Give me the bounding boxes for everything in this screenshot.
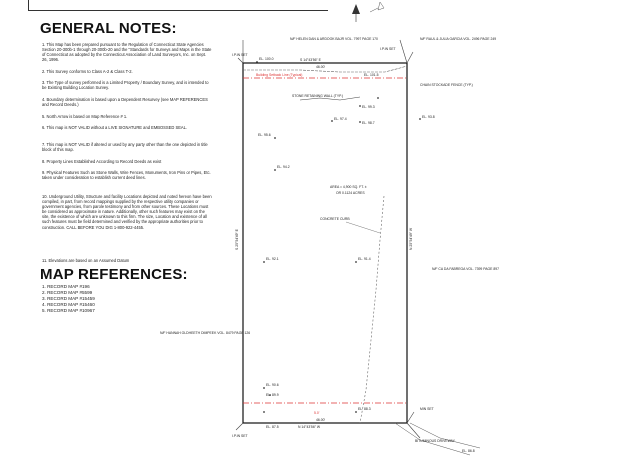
driveway-label: BITUMINOUS DRIVEWAY [415, 439, 455, 443]
bottom-bearing: N 14°43'56" W [298, 425, 321, 429]
area-label: AREA = 4,900 SQ. FT. ± [330, 185, 367, 189]
note-6: 6. This map is NOT VALID without a LIVE SIGNATURE and EMBOSSED SEAL. [42, 125, 188, 130]
spot-elevation-label: EL. 94.2 [277, 165, 290, 169]
north-arrow-icon [352, 2, 384, 22]
retaining-wall-label: STONE RETAINING WALL (TYP.) [292, 94, 343, 98]
note-3: 3. The Type of survey performed is a Limited Property / Boundary Survey, and is intended to be Existing Building Location Survey. [42, 80, 209, 91]
map-reference-item: 5. RECORD MAP #10967 [42, 308, 95, 313]
map-reference-item: 2. RECORD MAP #5599 [42, 290, 93, 295]
top-distance: 46.00' [316, 65, 326, 69]
corner-label-bottom-left: I.P.IN SET [232, 434, 248, 438]
spot-elevation-label: EL. 99.3 [362, 105, 375, 109]
spot-elevation-label: EL. 100.0 [259, 57, 274, 61]
note-4: 4. Boundary determination is based upon a Dependent Resurvey (see MAP REFERENCES and Record Deeds.) [42, 97, 208, 108]
bottom-distance: 46.00' [316, 418, 326, 422]
general-notes-title: GENERAL NOTES: [40, 20, 177, 37]
driveway-edge [410, 423, 480, 448]
note-1: 1. This Map has been prepared pursuant to the Regulation of Connecticut State Agencies Section 20-300b-1 through 20-300b-20 and the "Standards for Surveys and Maps in the State of Connecticut as adopted by the Connecticut Association of Land Surveyors, Inc. on Sept. 26, 1996. [42, 42, 212, 63]
spot-elevation-label: EL. 93.8 [422, 115, 435, 119]
note-10: 10. Underground Utility, Structure and facility Locations depicted and noted hereon have been compiled, in part, from record mappings supplied by the respective utility companies or government agencies, from parole testimony and from other sources. These Locations must be considered as approximate in nature. Additionally, other such features may exist on the site, the existence of which are unknown to this firm. The size, Location and existence of all such features must be field determined and verified by the appropriate authorities prior to construction. CALL BEFORE YOU DIG 1-800-922-4455. [42, 194, 212, 230]
neighbor-west: N/F HANNAH OLDHEETH DIMPEEK VOL. 8479 PAGE 126 [160, 331, 251, 335]
map-reference-item: 1. RECORD MAP #196 [42, 284, 90, 289]
note-5: 5. North Arrow is based on Map Reference # 1. [42, 114, 128, 119]
area-acres-label: OR 0.1124 ACRES [336, 191, 365, 195]
curb-leader [346, 222, 380, 233]
spot-elevation-label: EL. 87.5 [266, 425, 279, 429]
map-reference-item: 3. RECORD MAP #15459 [42, 296, 95, 301]
note-8: 8. Property Lines Established According to Record Deeds as exist [42, 159, 162, 164]
spot-elevation-label: EL. 101.5 [364, 73, 379, 77]
spot-elevation-label: EL. 88.3 [358, 407, 371, 411]
setback-label: Building Setback Line (Typical) [256, 73, 303, 77]
right-boundary-dimension: N 25°54'49" W [409, 227, 413, 250]
note-7: 7. This map is NOT VALID if altered or used by any party other than the one depicted in title block of this map. [42, 142, 208, 153]
map-references-title: MAP REFERENCES: [40, 266, 188, 283]
spot-elevation-label: EL. 92.1 [266, 257, 279, 261]
spot-elevation-label: EL. 89.9 [266, 393, 279, 397]
note-11: 11. Elevations are based on an Assumed Datum [42, 258, 130, 263]
corner-label-top-left: I.P.IN SET [232, 53, 248, 57]
corner-extension-lines [236, 40, 420, 438]
map-reference-item: 4. RECORD MAP #15460 [42, 302, 95, 307]
note-2: 2. This Survey conforms to Class A-2 & Class T-2. [42, 69, 133, 74]
note-9: 9. Physical Features Such as Stone Walls, Wire Fences, Monuments, Iron Pins or Pipes, Etc. taken under consideration to establish current deed lines. [42, 170, 211, 181]
setback-dimension: 5.0' [314, 411, 320, 415]
spot-elevation-label: EL. 95.6 [258, 133, 271, 137]
spot-elevation-label: EL. 98.7 [362, 121, 375, 125]
corner-label-top-right: I.P.IN SET [380, 47, 396, 51]
left-boundary-dimension: S 25°54'49" E [235, 229, 239, 250]
fence-label: CHAIN STOCKADE FENCE (TYP.) [420, 83, 473, 87]
property-boundary [243, 63, 407, 423]
spot-elevation-label: EL. 86.8 [462, 449, 475, 453]
corner-label-bottom-right: MIN SET [420, 407, 434, 411]
spot-elevation-label: EL. 97.4 [334, 117, 347, 121]
neighbor-north-left: N/F HELEN DAN & ARDOOK BAJR VOL. 7997 PAGE 170 [290, 37, 378, 41]
concrete-curb [360, 196, 384, 423]
spot-elevation-marks [256, 61, 421, 413]
neighbor-east: N/F CA DA FABREGA VOL. 7399 PAGE 897 [432, 267, 500, 271]
spot-elevation-label: EL. 90.6 [266, 383, 279, 387]
spot-elevation-label: EL. 91.4 [358, 257, 371, 261]
neighbor-north-right: N/F RAUL & JULIA GARCIA VOL. 2496 PAGE 249 [420, 37, 497, 41]
top-bearing: S 14°43'56" E [300, 58, 321, 62]
concrete-curb-label: CONCRETE CURB [320, 217, 350, 221]
